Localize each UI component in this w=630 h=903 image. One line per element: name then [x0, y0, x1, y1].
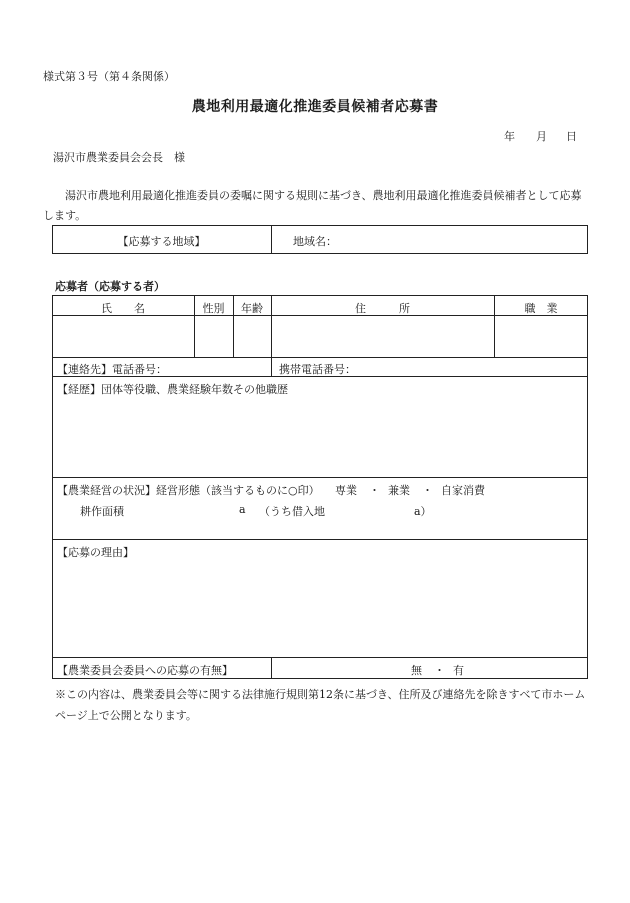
- contact-row-line: [52, 376, 588, 377]
- committee-label: 【農業委員会委員への応募の有無】: [57, 664, 233, 677]
- option-part-time[interactable]: 兼業: [388, 484, 410, 497]
- region-label: 【応募する地域】: [117, 235, 206, 248]
- address-input-cell[interactable]: [272, 316, 493, 356]
- reason-label: 【応募の理由】: [57, 546, 134, 559]
- cultivated-area-label: 耕作面積: [80, 505, 124, 518]
- farming-label: 【農業経営の状況】経営形態（該当するものに○印）: [57, 484, 320, 497]
- header-address: 住 所: [355, 302, 410, 315]
- occupation-input-cell[interactable]: [495, 316, 587, 356]
- option-separator: ・: [422, 484, 433, 497]
- page-title: 農地利用最適化推進委員候補者応募書: [191, 99, 439, 115]
- contact-phone-label: 【連絡先】電話番号：: [57, 363, 167, 376]
- rented-area-unit: a）: [414, 505, 432, 518]
- option-separator: ・: [434, 664, 445, 677]
- option-self-consumption[interactable]: 自家消費: [441, 484, 485, 497]
- header-occupation: 職 業: [524, 302, 558, 315]
- option-yes[interactable]: 有: [453, 664, 464, 677]
- age-input-cell[interactable]: [234, 316, 270, 356]
- contact-divider: [271, 357, 272, 376]
- career-input-area[interactable]: [53, 396, 587, 476]
- career-row-line: [52, 477, 588, 478]
- farming-row-line: [52, 539, 588, 540]
- header-age: 年齢: [241, 302, 263, 315]
- career-label: 【経歴】団体等役職、農業経験年数その他職歴: [57, 383, 288, 396]
- region-divider: [271, 225, 272, 254]
- date-year: 年: [504, 130, 515, 143]
- form-number: 様式第３号（第４条関係）: [43, 70, 175, 83]
- addressee: 湯沢市農業委員会会長 様: [53, 151, 185, 164]
- reason-input-area[interactable]: [53, 559, 587, 655]
- gender-input-cell[interactable]: [195, 316, 232, 356]
- contact-mobile-label: 携帯電話番号：: [279, 363, 356, 376]
- date-day: 日: [566, 130, 577, 143]
- intro-text: 湯沢市農地利用最適化推進委員の委嘱に関する規則に基づき、農地利用最適化推進委員候補者として応募します。: [43, 189, 582, 222]
- area-unit: a: [239, 503, 246, 516]
- date-month: 月: [536, 130, 547, 143]
- entry-row-line: [52, 357, 588, 358]
- header-gender: 性別: [202, 302, 225, 315]
- applicant-section-label: 応募者（応募する者）: [55, 280, 165, 293]
- rented-land-label: （うち借入地: [259, 505, 325, 518]
- option-none[interactable]: 無: [411, 664, 422, 677]
- reason-row-line: [52, 657, 588, 658]
- committee-divider: [271, 657, 272, 679]
- region-name-field[interactable]: 地域名：: [293, 235, 337, 248]
- header-name: 氏 名: [101, 302, 145, 315]
- name-input-cell[interactable]: [53, 316, 193, 356]
- option-separator: ・: [369, 484, 380, 497]
- disclosure-note: ※この内容は、農業委員会等に関する法律施行規則第12条に基づき、住所及び連絡先を除きすべて市ホームページ上で公開となります。: [55, 688, 586, 722]
- option-full-time[interactable]: 専業: [335, 484, 357, 497]
